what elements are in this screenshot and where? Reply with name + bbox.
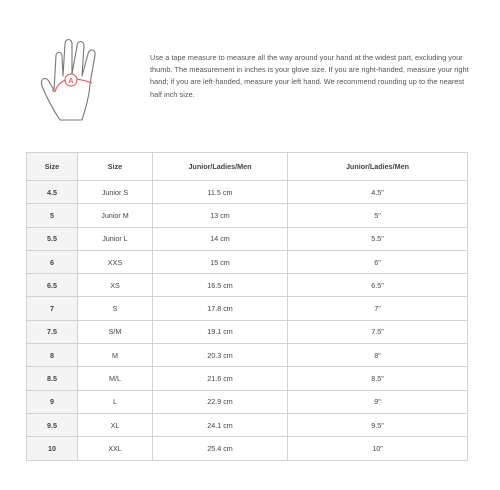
cell-size-label: XXS	[78, 250, 153, 273]
table-row	[27, 320, 468, 343]
cell-inch: 8"	[288, 344, 468, 367]
cell-size: 4.5	[27, 181, 78, 204]
cell-size: 9.5	[27, 413, 78, 436]
glove-size-table	[26, 152, 468, 461]
cell-size-label: Junior S	[78, 181, 153, 204]
header-size-label: Size	[78, 153, 153, 181]
table-row	[27, 227, 468, 250]
table-row	[27, 390, 468, 413]
cell-size: 7	[27, 297, 78, 320]
hand-outline-icon	[38, 34, 110, 128]
table-row	[27, 181, 468, 204]
cell-size-label: M/L	[78, 367, 153, 390]
cell-size-label: S/M	[78, 320, 153, 343]
table-row	[27, 413, 468, 436]
cell-inch: 6.5"	[288, 274, 468, 297]
table-row	[27, 250, 468, 273]
table-body	[27, 181, 468, 461]
cell-size: 5	[27, 204, 78, 227]
table-row	[27, 274, 468, 297]
cell-cm: 24.1 cm	[153, 413, 288, 436]
cell-size-label: XL	[78, 413, 153, 436]
cell-cm: 22.9 cm	[153, 390, 288, 413]
measurement-instructions: Use a tape measure to measure all the way around your hand at the widest part, excluding your thumb. The measurement in inches is your glove size. If you are right-handed, measure your right hand; if you are left-handed, measure your left hand. We recommend rounding up to the nearest half inch size.	[150, 53, 469, 99]
header-size: Size	[27, 153, 78, 181]
cell-cm: 15 cm	[153, 250, 288, 273]
cell-size-label: L	[78, 390, 153, 413]
cell-cm: 11.5 cm	[153, 181, 288, 204]
cell-cm: 16.5 cm	[153, 274, 288, 297]
cell-size-label: Junior L	[78, 227, 153, 250]
hand-diagram	[38, 34, 110, 128]
cell-inch: 9.5"	[288, 413, 468, 436]
table-header-row	[27, 153, 468, 181]
cell-size-label: S	[78, 297, 153, 320]
cell-cm: 13 cm	[153, 204, 288, 227]
cell-size: 8	[27, 344, 78, 367]
table-row	[27, 297, 468, 320]
table-row	[27, 437, 468, 460]
cell-inch: 7.5"	[288, 320, 468, 343]
cell-cm: 20.3 cm	[153, 344, 288, 367]
cell-size: 9	[27, 390, 78, 413]
cell-size: 7.5	[27, 320, 78, 343]
cell-inch: 4.5"	[288, 181, 468, 204]
table-row	[27, 344, 468, 367]
cell-cm: 14 cm	[153, 227, 288, 250]
header-cm: Junior/Ladies/Men	[153, 153, 288, 181]
cell-inch: 8.5"	[288, 367, 468, 390]
cell-size: 6	[27, 250, 78, 273]
cell-cm: 17.8 cm	[153, 297, 288, 320]
cell-size-label: XXL	[78, 437, 153, 460]
cell-inch: 5.5"	[288, 227, 468, 250]
cell-size: 10	[27, 437, 78, 460]
table-row	[27, 204, 468, 227]
cell-size: 6.5	[27, 274, 78, 297]
cell-cm: 25.4 cm	[153, 437, 288, 460]
cell-size-label: Junior M	[78, 204, 153, 227]
cell-inch: 7"	[288, 297, 468, 320]
cell-size-label: M	[78, 344, 153, 367]
cell-inch: 5"	[288, 204, 468, 227]
cell-cm: 19.1 cm	[153, 320, 288, 343]
hand-marker-label: A	[68, 75, 74, 85]
cell-size: 5.5	[27, 227, 78, 250]
header-inch: Junior/Ladies/Men	[288, 153, 468, 181]
cell-inch: 10"	[288, 437, 468, 460]
cell-cm: 21.6 cm	[153, 367, 288, 390]
table-row	[27, 367, 468, 390]
cell-inch: 6"	[288, 250, 468, 273]
cell-size-label: XS	[78, 274, 153, 297]
cell-size: 8.5	[27, 367, 78, 390]
cell-inch: 9"	[288, 390, 468, 413]
